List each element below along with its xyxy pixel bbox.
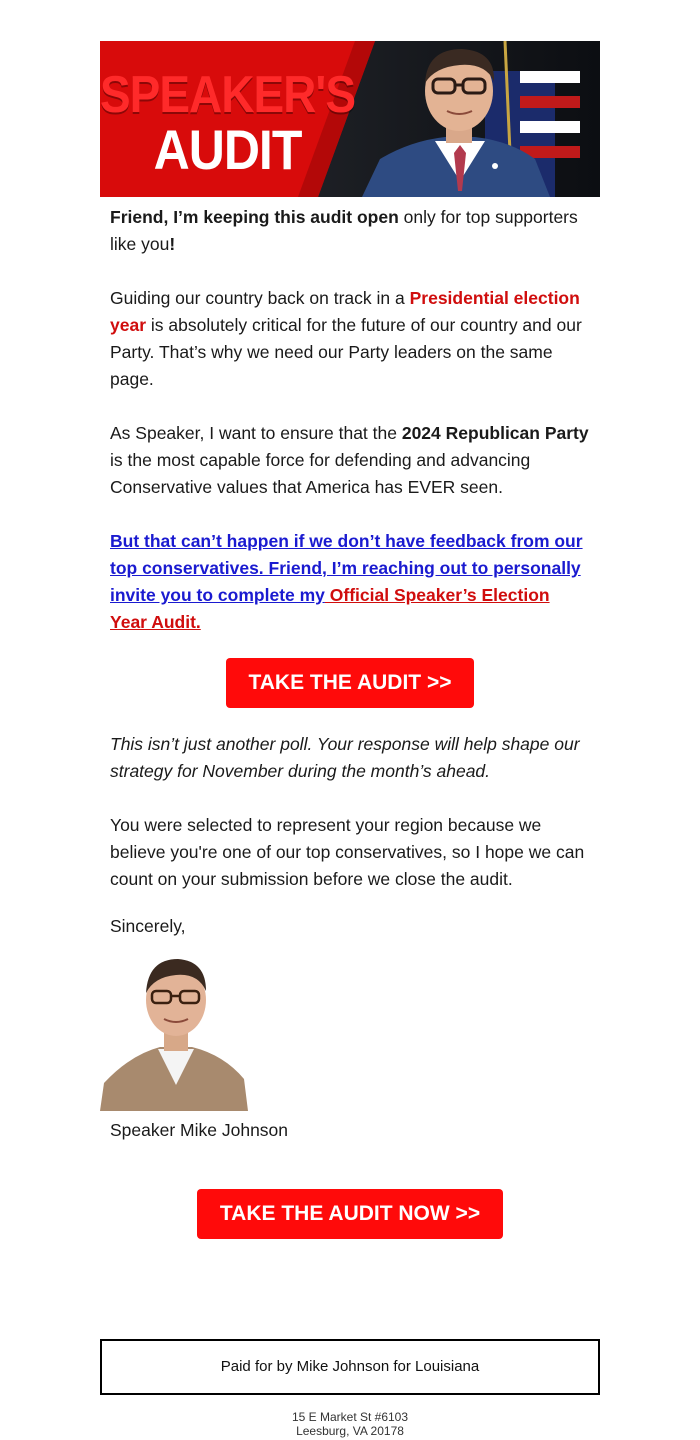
intro-bold: Friend, I’m keeping this audit open: [110, 207, 399, 227]
paragraph-intro: [110, 204, 590, 258]
p2-rest: is absolutely critical for the future of our country and our Party. That’s why we need our Party leaders on the same page.: [110, 315, 582, 389]
address-line2: Leesburg, VA 20178: [296, 1424, 404, 1438]
take-audit-button[interactable]: TAKE THE AUDIT >>: [226, 658, 474, 708]
banner-title-line1: SPEAKER'S: [100, 64, 356, 124]
paid-for-disclaimer: Paid for by Mike Johnson for Louisiana: [100, 1339, 600, 1395]
cta-bottom-wrap: [100, 1144, 600, 1239]
email-body: [100, 41, 600, 1239]
mailing-address: [100, 1410, 600, 1438]
p3-start: As Speaker, I want to ensure that the: [110, 423, 402, 443]
invite-link[interactable]: But that can’t happen if we don’t have feedback from our top conservatives. Friend, I’m reaching out to personally invite you to complete my: [110, 531, 583, 605]
paragraph-election-year: [110, 285, 590, 393]
audit-link[interactable]: Official Speaker’s Election Year Audit.: [110, 585, 550, 632]
p2-start: Guiding our country back on track in a: [110, 288, 410, 308]
p3-rest: is the most capable force for defending and advancing Conservative values that America has EVER seen.: [110, 450, 531, 497]
signature-name: Speaker Mike Johnson: [110, 1120, 289, 1140]
paragraph-speaker: [110, 420, 590, 501]
p3-bold: 2024 Republican Party: [401, 423, 589, 443]
banner-title-line2: AUDIT: [153, 118, 302, 182]
sign-off: Sincerely,: [110, 916, 186, 936]
cta-top-wrap: [100, 636, 600, 731]
paragraph-not-a-poll: This isn’t just another poll. Your response will help shape our strategy for November during the month’s ahead.: [110, 734, 580, 781]
paragraph-selected: You were selected to represent your region because we believe you're one of our top conservatives, so I hope we can count on your submission before we close the audit.: [110, 815, 585, 889]
address-line1: 15 E Market St #6103: [291, 1410, 409, 1424]
header-banner: [100, 41, 600, 197]
take-audit-now-button[interactable]: TAKE THE AUDIT NOW >>: [197, 1189, 503, 1239]
paragraph-invite-link[interactable]: [110, 528, 590, 636]
message-text: [100, 204, 600, 636]
p2-highlight: Presidential election year: [110, 288, 580, 335]
intro-exclamation: !: [169, 234, 176, 254]
intro-rest: only for top supporters like you: [110, 207, 578, 254]
message-text-2: [100, 731, 600, 940]
banner-title: [100, 64, 356, 182]
signature-photo: [100, 955, 248, 1111]
